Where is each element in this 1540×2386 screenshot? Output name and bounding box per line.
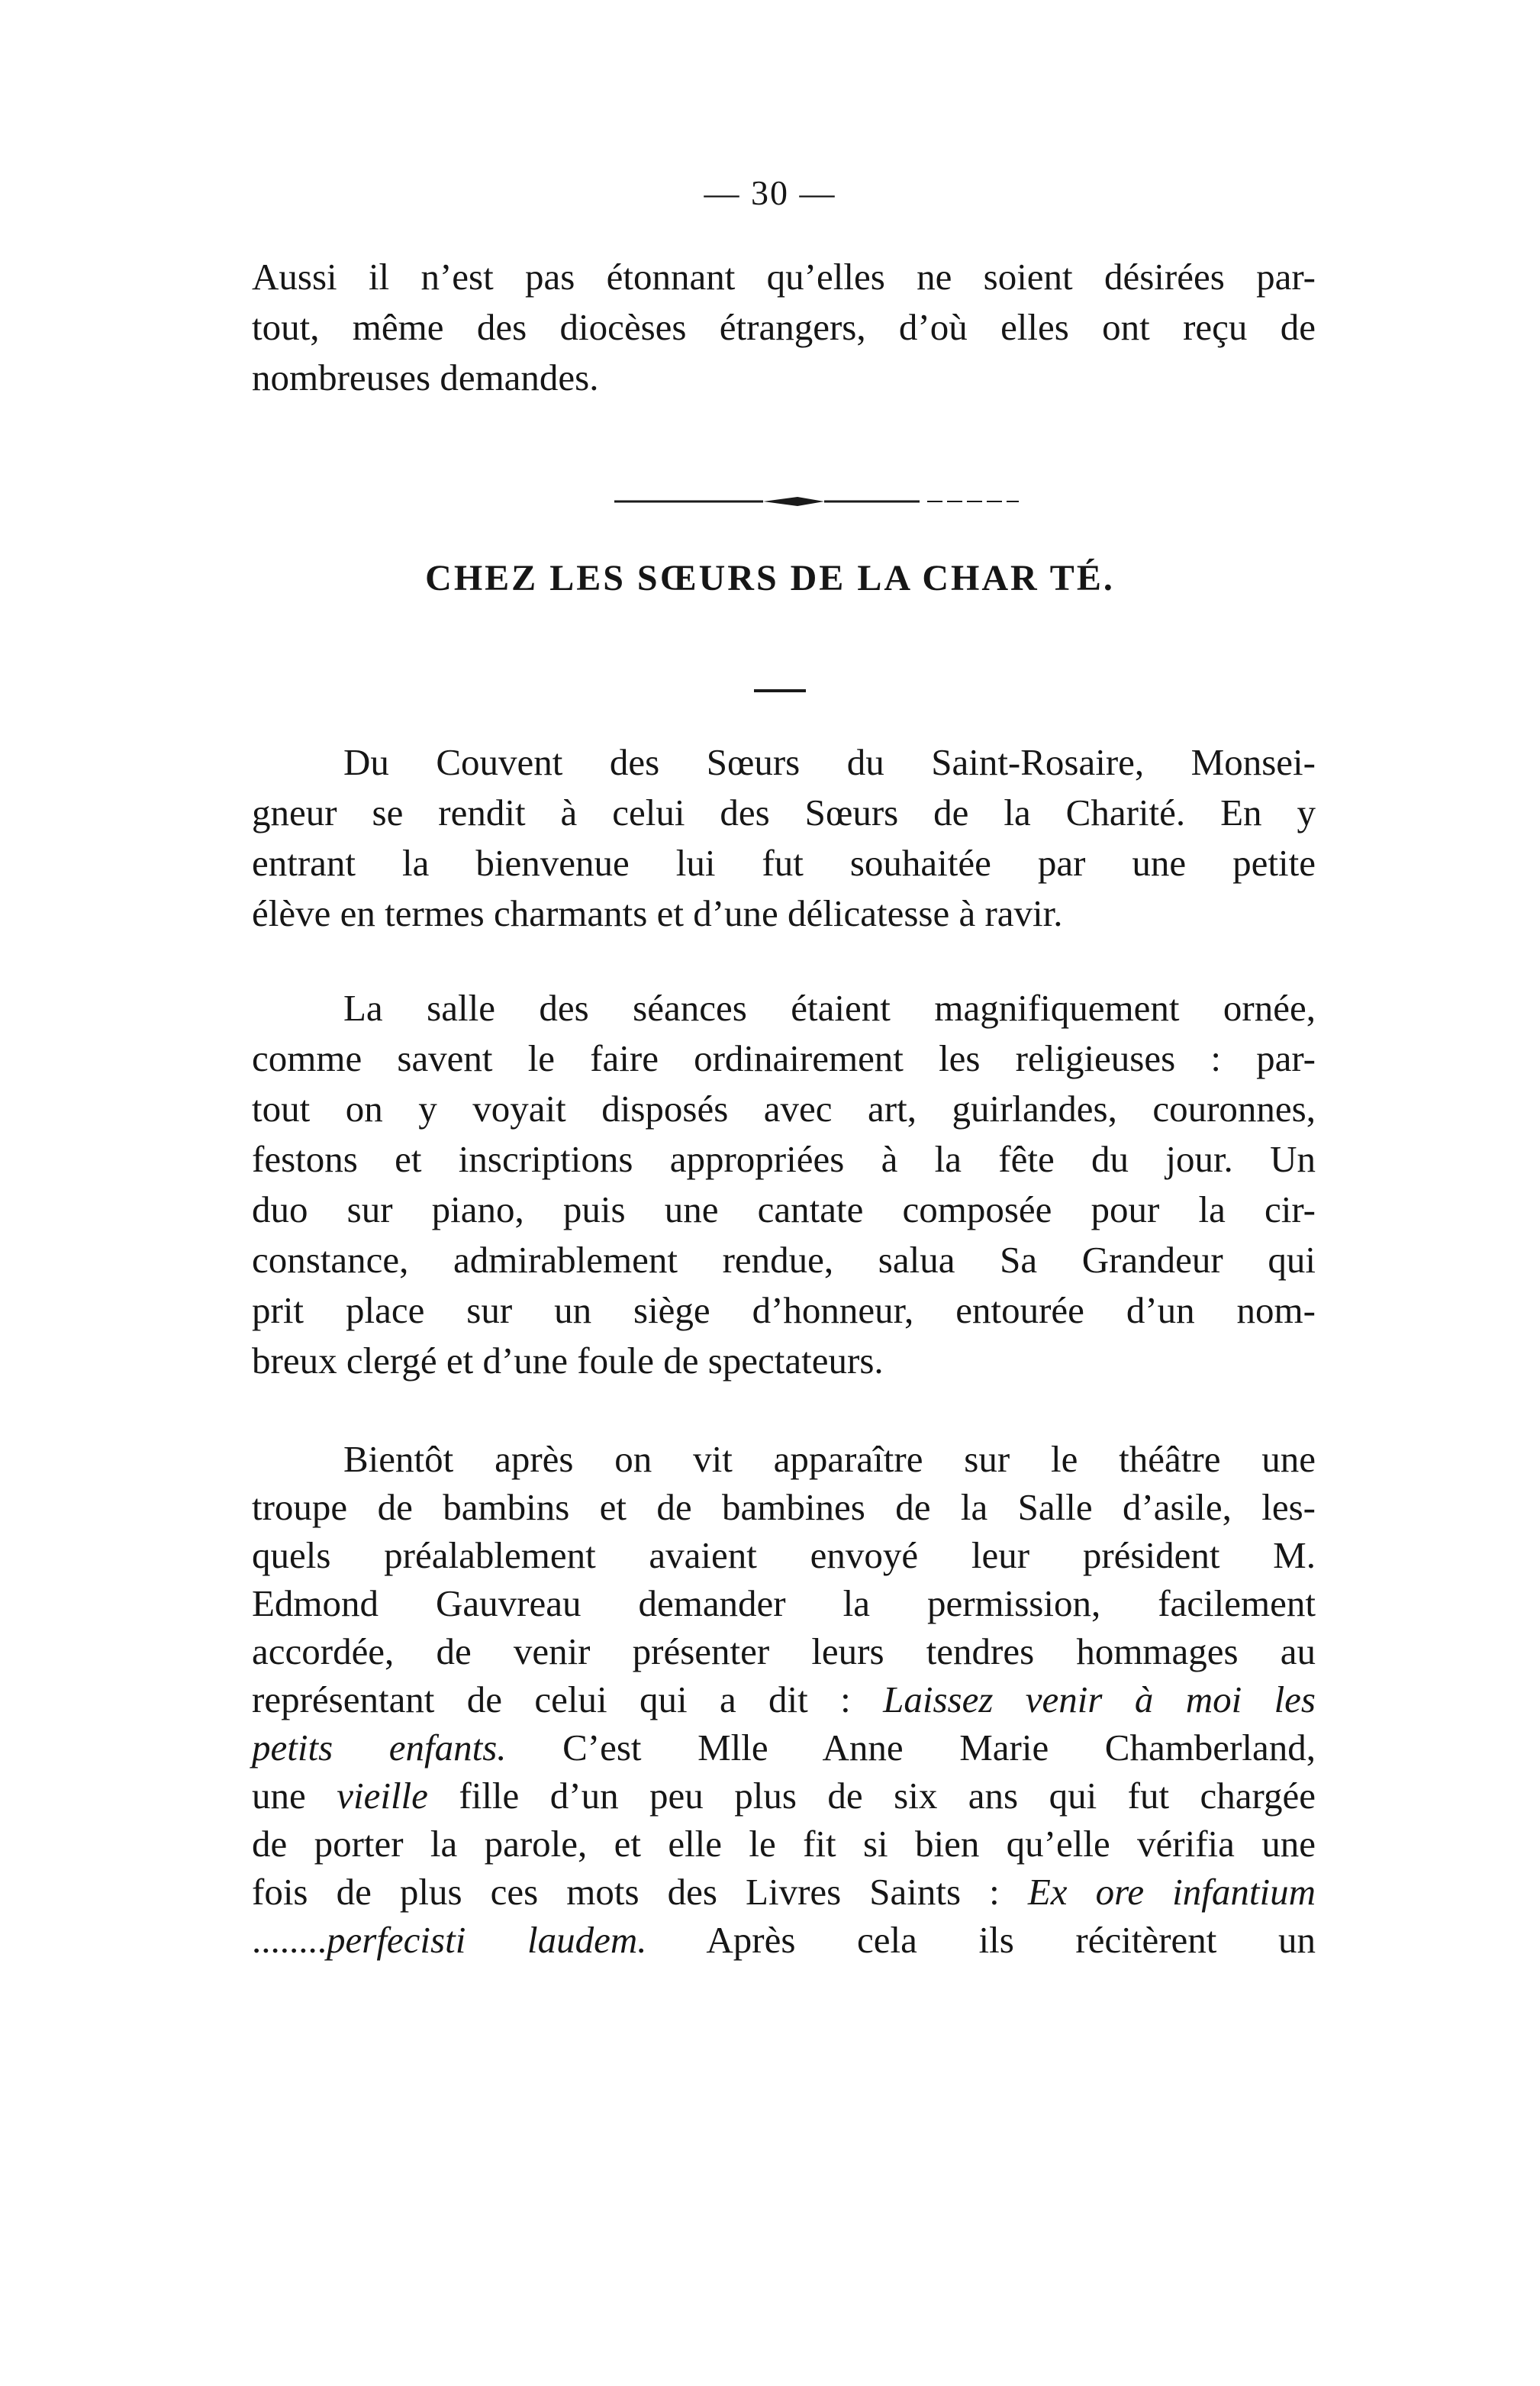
- intro-paragraph: [252, 252, 1316, 403]
- ornamental-rule: [614, 494, 1019, 509]
- text-span: C’est Mlle Anne Marie Chamberland,: [506, 1727, 1316, 1769]
- section-heading: CHEZ LES SŒURS DE LA CHAR TÉ.: [425, 558, 1115, 598]
- text-line: La salle des séances étaient magnifiquement ornée,: [343, 987, 1316, 1029]
- page-number: — 30 —: [704, 173, 836, 212]
- text-line: tout, même des diocèses étrangers, d’où elles ont reçu de: [252, 306, 1316, 348]
- italic-quote: Laissez venir à moi les: [883, 1678, 1316, 1720]
- text-line: nombreuses demandes.: [252, 356, 599, 398]
- text-line: prit place sur un siège d’honneur, entourée d’un nom-: [252, 1289, 1316, 1331]
- text-line: Bientôt après on vit apparaître sur le théâtre une: [343, 1438, 1316, 1480]
- text-line: [252, 1723, 1316, 1772]
- text-span: une: [252, 1775, 337, 1817]
- text-line: [252, 1675, 1316, 1723]
- text-line: tout on y voyait disposés avec art, guirlandes, couronnes,: [252, 1088, 1316, 1130]
- paragraph: [252, 983, 1316, 1386]
- text-line: festons et inscriptions appropriées à la fête du jour. Un: [252, 1138, 1316, 1180]
- text-line: [252, 1772, 1316, 1820]
- text-line: élève en termes charmants et d’une délicatesse à ravir.: [252, 892, 1063, 934]
- text-line: breux clergé et d’une foule de spectateurs.: [252, 1340, 884, 1382]
- text-line: accordée, de venir présenter leurs tendres hommages au: [252, 1630, 1316, 1672]
- text-line: quels préalablement avaient envoyé leur président M.: [252, 1534, 1316, 1576]
- text-line: [252, 1916, 1316, 1964]
- text-line: Du Couvent des Sœurs du Saint-Rosaire, Monsei-: [343, 741, 1316, 783]
- text-line: gneur se rendit à celui des Sœurs de la Charité. En y: [252, 792, 1316, 833]
- text-line: duo sur piano, puis une cantate composée pour la cir-: [252, 1188, 1316, 1230]
- ellipsis-dots: ........: [252, 1919, 327, 1961]
- text-line: de porter la parole, et elle le fit si bien qu’elle vérifia une: [252, 1823, 1316, 1865]
- text-line: troupe de bambins et de bambines de la Salle d’asile, les-: [252, 1486, 1316, 1528]
- latin-quote: perfecisti laudem.: [327, 1919, 647, 1961]
- text-span: fois de plus ces mots des Livres Saints :: [252, 1871, 1028, 1913]
- text-line: comme savent le faire ordinairement les religieuses : par-: [252, 1037, 1316, 1079]
- text-line: constance, admirablement rendue, salua Sa Grandeur qui: [252, 1239, 1316, 1281]
- italic-word: vieille: [337, 1775, 428, 1817]
- text-span: Après cela ils récitèrent un: [646, 1919, 1316, 1961]
- text-line: Edmond Gauvreau demander la permission, facilement: [252, 1582, 1316, 1624]
- text-span: représentant de celui qui a dit :: [252, 1678, 884, 1720]
- short-rule: [754, 689, 806, 692]
- italic-quote: petits enfants.: [252, 1727, 507, 1769]
- paragraph: [252, 1435, 1316, 1964]
- text-span: fille d’un peu plus de six ans qui fut chargée: [427, 1775, 1316, 1817]
- text-line: Aussi il n’est pas étonnant qu’elles ne soient désirées par-: [252, 256, 1316, 298]
- text-line: [252, 1868, 1316, 1916]
- latin-quote: Ex ore infantium: [1027, 1871, 1316, 1913]
- paragraph: [252, 737, 1316, 939]
- text-line: entrant la bienvenue lui fut souhaitée par une petite: [252, 842, 1316, 884]
